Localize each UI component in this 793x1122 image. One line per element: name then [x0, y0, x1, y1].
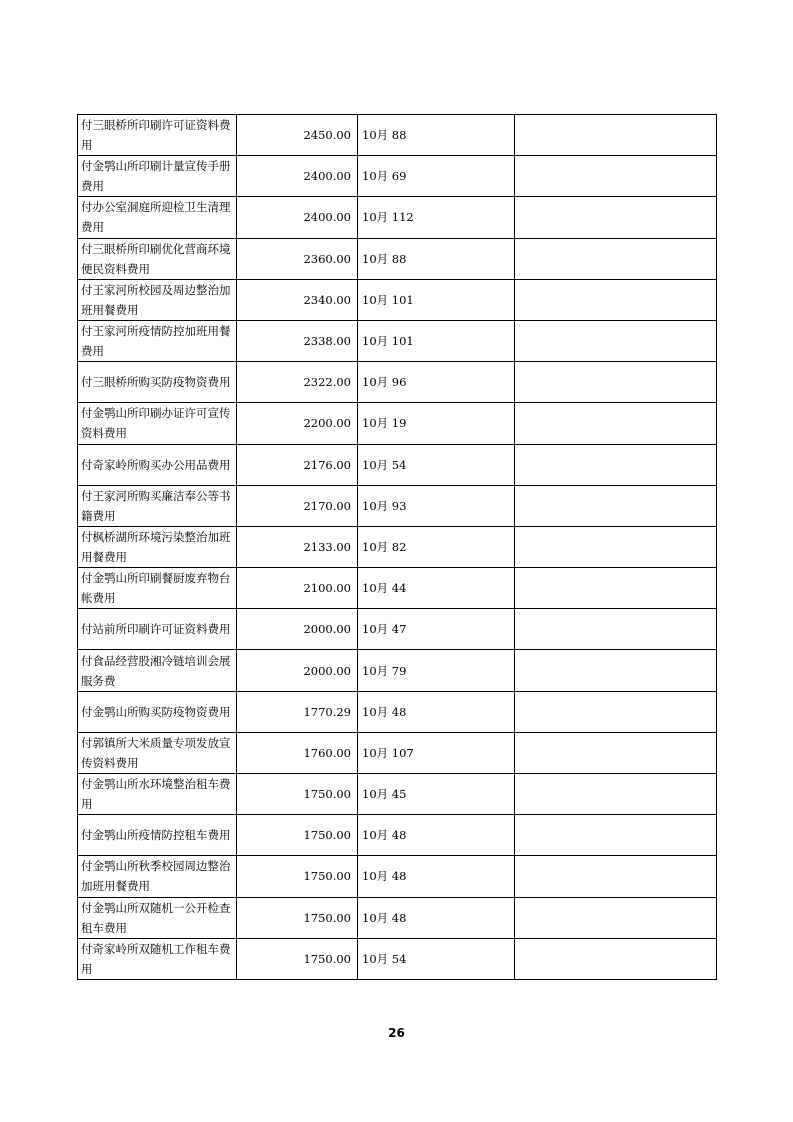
remark-cell	[515, 774, 717, 815]
table-row	[78, 444, 717, 485]
expense-description-cell: 付王家河所购买廉洁奉公等书籍费用	[78, 485, 237, 526]
table-row	[78, 197, 717, 238]
voucher-reference-cell: 10月 47	[358, 609, 515, 650]
table-row	[78, 938, 717, 979]
expense-description-cell: 付金鹗山所印刷餐厨废弃物台帐费用	[78, 568, 237, 609]
remark-cell	[515, 856, 717, 897]
voucher-reference-cell: 10月 79	[358, 650, 515, 691]
voucher-reference-cell: 10月 93	[358, 485, 515, 526]
expense-description-cell: 付金鹗山所购买防疫物资费用	[78, 691, 237, 732]
expense-amount-cell: 1750.00	[237, 774, 358, 815]
voucher-reference-cell: 10月 101	[358, 320, 515, 361]
expense-description-cell: 付金鹗山所疫情防控租车费用	[78, 815, 237, 856]
table-row	[78, 815, 717, 856]
table-row	[78, 897, 717, 938]
expense-amount-cell: 2338.00	[237, 320, 358, 361]
expense-amount-cell: 2133.00	[237, 526, 358, 567]
remark-cell	[515, 279, 717, 320]
voucher-reference-cell: 10月 48	[358, 897, 515, 938]
expense-amount-cell: 1770.29	[237, 691, 358, 732]
remark-cell	[515, 732, 717, 773]
voucher-reference-cell: 10月 88	[358, 115, 515, 156]
voucher-reference-cell: 10月 54	[358, 938, 515, 979]
table-row	[78, 238, 717, 279]
table-row	[78, 732, 717, 773]
expense-amount-cell: 2176.00	[237, 444, 358, 485]
expense-description-cell: 付三眼桥所印刷优化营商环境便民资料费用	[78, 238, 237, 279]
expense-amount-cell: 1750.00	[237, 856, 358, 897]
remark-cell	[515, 897, 717, 938]
voucher-reference-cell: 10月 88	[358, 238, 515, 279]
expense-amount-cell: 2400.00	[237, 156, 358, 197]
voucher-reference-cell: 10月 69	[358, 156, 515, 197]
expense-description-cell: 付食品经营股湘冷链培训会展服务费	[78, 650, 237, 691]
expense-amount-cell: 2360.00	[237, 238, 358, 279]
remark-cell	[515, 444, 717, 485]
expense-description-cell: 付金鹗山所双随机一公开检查租车费用	[78, 897, 237, 938]
remark-cell	[515, 115, 717, 156]
voucher-reference-cell: 10月 107	[358, 732, 515, 773]
table-row	[78, 691, 717, 732]
expense-description-cell: 付金鹗山所印刷办证许可宣传资料费用	[78, 403, 237, 444]
voucher-reference-cell: 10月 101	[358, 279, 515, 320]
expense-table	[77, 114, 717, 980]
table-row	[78, 403, 717, 444]
expense-amount-cell: 2340.00	[237, 279, 358, 320]
expense-amount-cell: 1760.00	[237, 732, 358, 773]
voucher-reference-cell: 10月 45	[358, 774, 515, 815]
remark-cell	[515, 320, 717, 361]
remark-cell	[515, 238, 717, 279]
remark-cell	[515, 815, 717, 856]
table-row	[78, 856, 717, 897]
expense-table-body	[78, 115, 717, 980]
remark-cell	[515, 403, 717, 444]
expense-amount-cell: 1750.00	[237, 815, 358, 856]
expense-amount-cell: 2100.00	[237, 568, 358, 609]
table-row	[78, 485, 717, 526]
table-row	[78, 279, 717, 320]
voucher-reference-cell: 10月 48	[358, 856, 515, 897]
voucher-reference-cell: 10月 112	[358, 197, 515, 238]
table-row	[78, 320, 717, 361]
expense-description-cell: 付站前所印刷许可证资料费用	[78, 609, 237, 650]
expense-description-cell: 付王家河所疫情防控加班用餐费用	[78, 320, 237, 361]
remark-cell	[515, 691, 717, 732]
expense-amount-cell: 1750.00	[237, 938, 358, 979]
remark-cell	[515, 156, 717, 197]
table-row	[78, 609, 717, 650]
voucher-reference-cell: 10月 48	[358, 815, 515, 856]
table-row	[78, 156, 717, 197]
expense-description-cell: 付金鹗山所印刷计量宣传手册费用	[78, 156, 237, 197]
table-row	[78, 650, 717, 691]
expense-description-cell: 付奇家岭所双随机工作租车费用	[78, 938, 237, 979]
remark-cell	[515, 609, 717, 650]
remark-cell	[515, 485, 717, 526]
expense-description-cell: 付办公室洞庭所迎检卫生清理费用	[78, 197, 237, 238]
remark-cell	[515, 568, 717, 609]
expense-description-cell: 付三眼桥所购买防疫物资费用	[78, 362, 237, 403]
expense-amount-cell: 2000.00	[237, 609, 358, 650]
table-row	[78, 774, 717, 815]
expense-amount-cell: 2200.00	[237, 403, 358, 444]
voucher-reference-cell: 10月 54	[358, 444, 515, 485]
page-number: 26	[388, 1026, 405, 1040]
expense-description-cell: 付郭镇所大米质量专项发放宣传资料费用	[78, 732, 237, 773]
expense-amount-cell: 1750.00	[237, 897, 358, 938]
remark-cell	[515, 938, 717, 979]
expense-amount-cell: 2170.00	[237, 485, 358, 526]
remark-cell	[515, 362, 717, 403]
expense-description-cell: 付三眼桥所印刷许可证资料费用	[78, 115, 237, 156]
voucher-reference-cell: 10月 96	[358, 362, 515, 403]
expense-description-cell: 付枫桥湖所环境污染整治加班用餐费用	[78, 526, 237, 567]
remark-cell	[515, 526, 717, 567]
expense-description-cell: 付金鹗山所秋季校园周边整治加班用餐费用	[78, 856, 237, 897]
voucher-reference-cell: 10月 48	[358, 691, 515, 732]
voucher-reference-cell: 10月 82	[358, 526, 515, 567]
remark-cell	[515, 197, 717, 238]
expense-amount-cell: 2400.00	[237, 197, 358, 238]
expense-amount-cell: 2000.00	[237, 650, 358, 691]
table-row	[78, 526, 717, 567]
voucher-reference-cell: 10月 44	[358, 568, 515, 609]
table-row	[78, 362, 717, 403]
expense-amount-cell: 2322.00	[237, 362, 358, 403]
table-row	[78, 115, 717, 156]
remark-cell	[515, 650, 717, 691]
expense-description-cell: 付金鹗山所水环境整治租车费用	[78, 774, 237, 815]
voucher-reference-cell: 10月 19	[358, 403, 515, 444]
table-row	[78, 568, 717, 609]
expense-amount-cell: 2450.00	[237, 115, 358, 156]
expense-description-cell: 付奇家岭所购买办公用品费用	[78, 444, 237, 485]
expense-description-cell: 付王家河所校园及周边整治加班用餐费用	[78, 279, 237, 320]
